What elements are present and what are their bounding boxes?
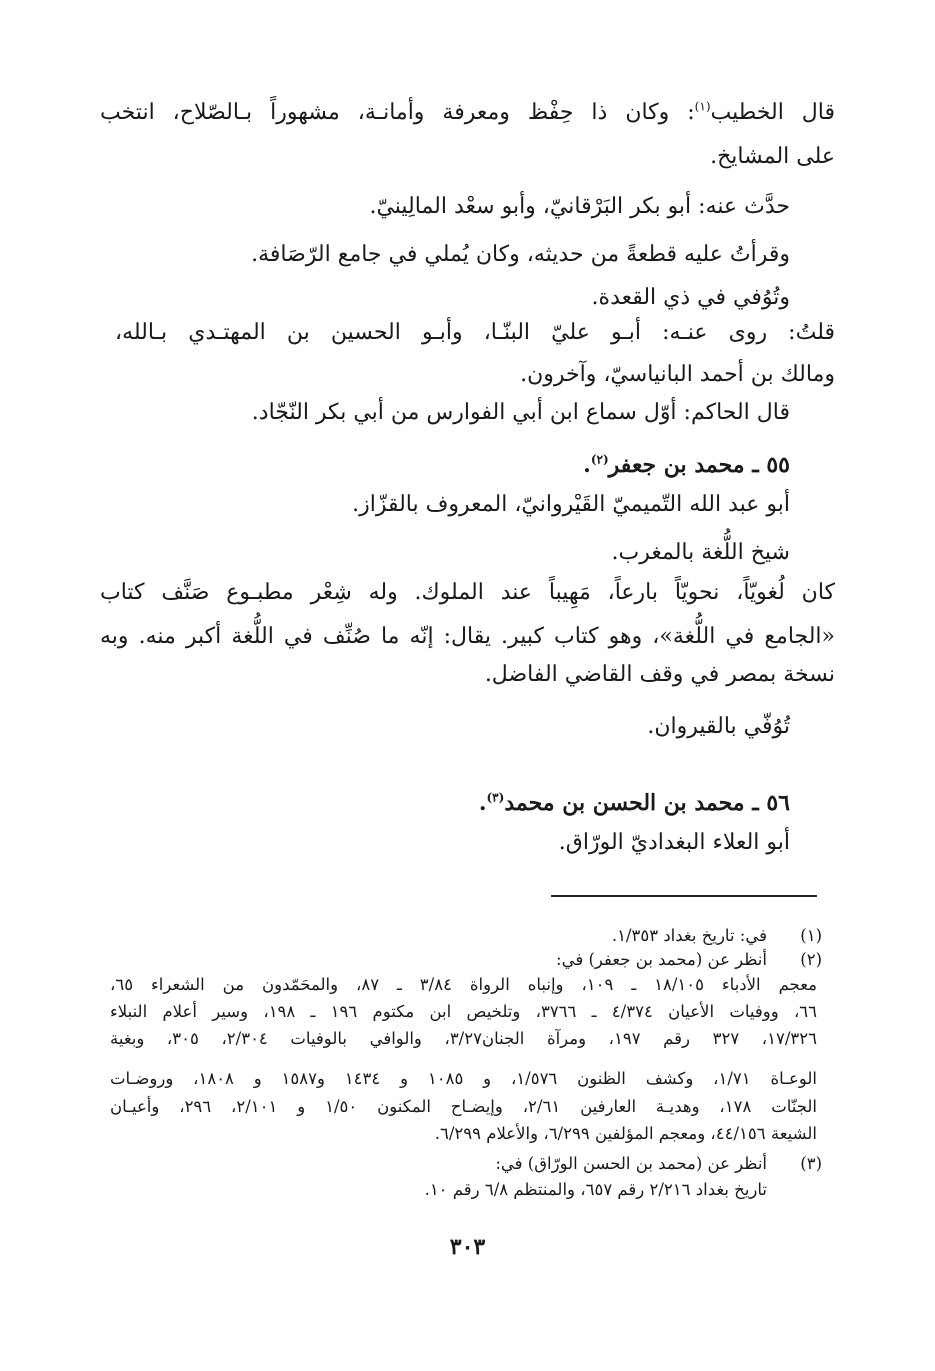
footnote-line: معجم الأدباء ١٨/١٠٥ ـ ١٠٩، وإنباه الرواة ٣/٨٤ ـ ٨٧، والمحَمّدون من الشعراء ٦٥،	[110, 975, 818, 994]
footnote-separator	[551, 895, 817, 897]
body-line: كان لُغويّاً، نحويّاً بارعاً، مَهِيباً عند الملوك. وله شِعْر مطبـوع صَنَّف كتاب	[100, 580, 835, 605]
body-line: «الجامع في اللُّغة»، وهو كتاب كبير. يقال: إنّه ما صُنِّف في اللُّغة أكبر منه. وبه	[100, 624, 835, 649]
entry-heading-56	[100, 788, 790, 818]
body-line: نسخة بمصر في وقف القاضي الفاضل.	[484, 662, 835, 687]
body-line: حدَّث عنه: أبو بكر البَرْقانيّ، وأبو سعْد المالِينيّ.	[369, 194, 790, 219]
footnote-marker: (٣)	[486, 790, 505, 805]
line-text: قال الخطيب	[710, 100, 835, 125]
body-line: شيخ اللُّغة بالمغرب.	[611, 540, 790, 565]
body-line: قال الحاكم: أوّل سماع ابن أبي الفوارس من أبي بكر النّجّاد.	[251, 400, 790, 425]
body-line: ومالك بن أحمد البانياسيّ، وآخرون.	[520, 362, 835, 387]
page-number: ٣٠٣	[449, 1234, 486, 1260]
footnote-line: في: تاريخ بغداد ١/٣٥٣.	[611, 926, 767, 945]
body-line: وقرأتُ عليه قطعةً من حديثه، وكان يُملي في جامع الرّصَافة.	[251, 242, 790, 267]
body-line: أبو العلاء البغداديّ الورّاق.	[558, 830, 790, 855]
footnote-line: تاريخ بغداد ٢/٢١٦ رقم ٦٥٧، والمنتظم ٦/٨ رقم ١٠.	[424, 1180, 767, 1199]
footnote-line: ١٧/٣٢٦، ٣٢٧ رقم ١٩٧، ومرآة الجنان٣/٢٧، والوافي بالوفيات ٢/٣٠٤، ٣٠٥، وبغية	[110, 1029, 817, 1048]
line-text: : وكان ذا حِفْظ ومعرفة وأمانـة، مشهوراً بـالصّلاح، انتخب	[100, 100, 695, 125]
body-line: وتُوُفي في ذي القعدة.	[591, 285, 790, 310]
entry-title: ٥٦ ـ محمد بن الحسن بن محمد	[504, 790, 790, 816]
entry-title: ٥٥ ـ محمد بن جعفر	[608, 452, 790, 478]
entry-title-end: .	[478, 790, 487, 816]
footnote-number: (٢)	[800, 950, 822, 969]
body-line: تُوُفّي بالقيروان.	[647, 714, 790, 739]
footnote-marker: (٢)	[590, 452, 609, 467]
footnote-line: الوعـاة ١/٧١، وكشف الظنون ١/٥٧٦، و ١٠٨٥ و ١٤٣٤ و١٥٨٧ و ١٨٠٨، وروضـات	[110, 1069, 817, 1088]
body-line: قلتُ: روى عنـه: أبـو عليّ البنّـا، وأبـو الحسين بن المهتـدي بـالله،	[115, 320, 835, 345]
body-line	[100, 98, 835, 128]
footnote-line: أنظر عن (محمد بن الحسن الورّاق) في:	[495, 1154, 767, 1173]
body-line: أبو عبد الله التّميميّ القَيْروانيّ، المعروف بالقزّاز.	[352, 492, 790, 517]
footnote-number: (١)	[800, 926, 822, 945]
footnote-line: الشيعة ٤٤/١٥٦، ومعجم المؤلفين ٦/٢٩٩، والأعلام ٦/٢٩٩.	[434, 1124, 817, 1143]
footnote-number: (٣)	[800, 1154, 822, 1173]
footnote-line: ٦٦، ووفيات الأعيان ٤/٣٧٤ ـ ٣٧٦٦، وتلخيص ابن مكتوم ١٩٦ ـ ١٩٨، وسير أعلام النبلاء	[110, 1002, 818, 1021]
footnote-line: أنظر عن (محمد بن جعفر) في:	[556, 950, 767, 969]
footnote-marker: (١)	[694, 99, 711, 114]
entry-title-end: .	[583, 452, 591, 478]
footnote-line: الجنّات ١٧٨، وهديـة العارفين ٢/٦١، وإيضـاح المكنون ١/٥٠ و ٢/١٠١، ٢٩٦، وأعيـان	[110, 1097, 817, 1116]
entry-heading-55	[100, 450, 790, 480]
body-line: على المشايخ.	[710, 144, 835, 169]
